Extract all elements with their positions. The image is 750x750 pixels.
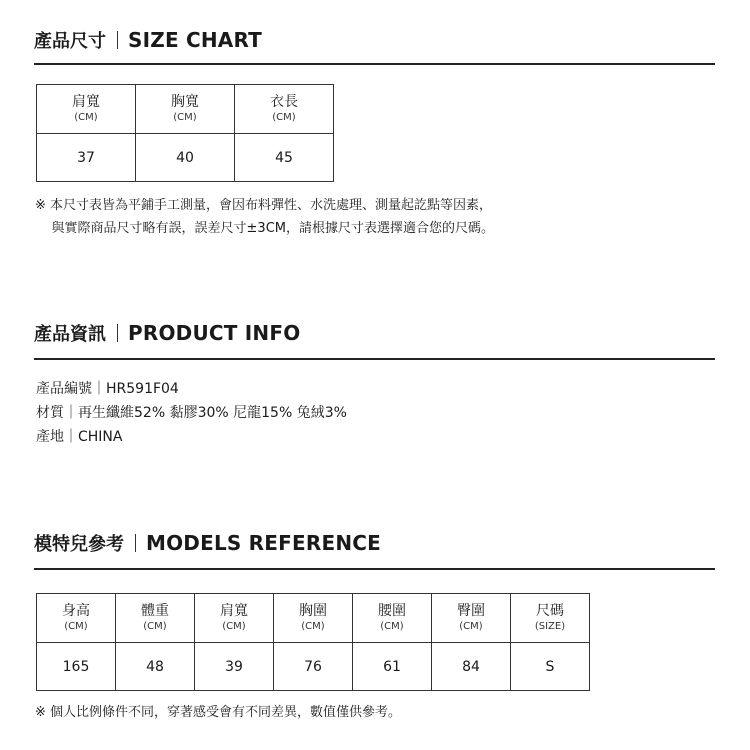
product-info-title-zh: 產品資訊 [34,324,106,345]
table-header-row [37,85,334,134]
header-cell [353,594,432,643]
header-unit: (CM) [222,620,246,632]
value-cell: 84 [432,643,511,691]
value-cell: 165 [37,643,116,691]
origin-line: 產地｜CHINA [36,429,123,445]
value-cell: 39 [195,643,274,691]
header-unit: (CM) [272,111,296,123]
header-unit: (CM) [301,620,325,632]
header-label: 肩寬 [220,602,248,619]
header-label: 肩寬 [72,93,100,110]
header-cell [195,594,274,643]
header-unit: (CM) [173,111,197,123]
header-unit: (CM) [380,620,404,632]
value-cell: 45 [235,134,334,182]
size-note-line-2: 與實際商品尺寸略有誤，誤差尺寸±3CM，請根據尺寸表選擇適合您的尺碼。 [35,221,494,236]
header-unit: (CM) [64,620,88,632]
header-cell [511,594,590,643]
header-cell [274,594,353,643]
table-row [37,134,334,182]
header-label: 胸圍 [299,602,327,619]
header-unit: (SIZE) [534,620,566,632]
table-header-row [37,594,590,643]
heading-divider [117,324,118,342]
size-chart-section [34,26,715,246]
header-label: 身高 [62,602,90,619]
header-cell [37,594,116,643]
header-label: 臀圍 [457,602,485,619]
header-cell [116,594,195,643]
value-cell: 76 [274,643,353,691]
product-code-line: 產品編號｜HR591F04 [36,381,179,397]
models-reference-title-zh: 模特兒參考 [34,534,124,555]
heading-divider [117,31,118,49]
header-label: 胸寬 [171,93,199,110]
header-label: 衣長 [270,93,298,110]
section-rule [34,568,715,570]
value-cell: S [511,643,590,691]
value-cell: 61 [353,643,432,691]
header-cell [37,85,136,134]
size-table [36,84,334,182]
models-reference-heading [34,529,715,557]
header-label: 腰圍 [378,602,406,619]
section-rule [34,358,715,360]
models-reference-title-en: MODELS REFERENCE [146,531,382,555]
models-reference-section [34,529,715,729]
header-cell [432,594,511,643]
header-label: 尺碼 [536,602,564,619]
material-line: 材質｜再生纖維52% 黏膠30% 尼龍15% 兔絨3% [36,405,347,421]
header-cell [235,85,334,134]
header-cell [136,85,235,134]
product-info-heading [34,319,715,347]
size-chart-title-en: SIZE CHART [128,28,263,52]
value-cell: 40 [136,134,235,182]
header-unit: (CM) [143,620,167,632]
header-label: 體重 [141,602,169,619]
product-info-section [34,319,715,459]
header-unit: (CM) [74,111,98,123]
value-cell: 37 [37,134,136,182]
product-info-title-en: PRODUCT INFO [128,321,301,345]
header-unit: (CM) [459,620,483,632]
heading-divider [135,534,136,552]
section-rule [34,63,715,65]
value-cell: 48 [116,643,195,691]
size-chart-title-zh: 產品尺寸 [34,31,106,52]
size-chart-heading [34,26,715,54]
table-row [37,643,590,691]
size-note-line-1: ※ 本尺寸表皆為平鋪手工測量，會因布料彈性、水洗處理、測量起訖點等因素， [35,198,493,213]
models-table [36,593,590,691]
models-note: ※ 個人比例條件不同，穿著感受會有不同差異，數值僅供參考。 [35,705,402,720]
